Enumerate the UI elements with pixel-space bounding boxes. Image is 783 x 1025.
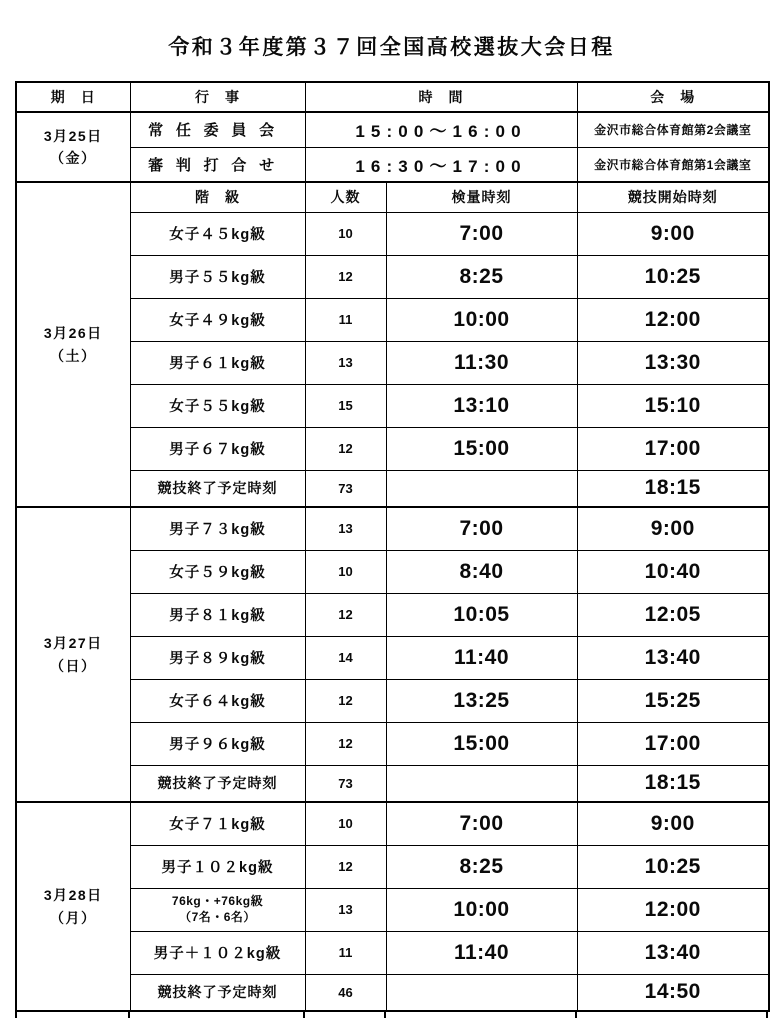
start-time-cell: 9:00 xyxy=(577,802,769,845)
weighin-time-cell: 7:00 xyxy=(386,507,577,550)
date-cell-mar26 xyxy=(16,182,130,507)
header-row xyxy=(16,82,769,112)
start-time-cell: 10:25 xyxy=(577,255,769,298)
date-cell-mar27 xyxy=(16,507,130,802)
weight-class-cell: 男子５５kg級 xyxy=(130,255,305,298)
weekday-text: （土） xyxy=(50,347,97,364)
weight-class-cell: 女子４５kg級 xyxy=(130,212,305,255)
cutoff-line xyxy=(15,1012,17,1018)
weight-class-cell: 男子８１kg級 xyxy=(130,593,305,636)
subheader-row xyxy=(16,182,769,212)
table-row xyxy=(16,802,769,845)
start-time-cell: 12:00 xyxy=(577,298,769,341)
weighin-time-cell: 13:25 xyxy=(386,679,577,722)
start-time-cell: 13:30 xyxy=(577,341,769,384)
count-cell: 13 xyxy=(305,341,386,384)
weight-class-cell: 男子６１kg級 xyxy=(130,341,305,384)
weight-class-cell: 男子６７kg級 xyxy=(130,427,305,470)
start-time-cell: 12:05 xyxy=(577,593,769,636)
start-time-cell: 13:40 xyxy=(577,931,769,974)
event-time-cell: 15:00～16:00 xyxy=(305,112,577,147)
weighin-time-cell: 15:00 xyxy=(386,427,577,470)
date-text: 3月28日 xyxy=(43,887,103,904)
cutoff-line xyxy=(766,1012,768,1018)
count-cell: 12 xyxy=(305,427,386,470)
total-count-cell: 73 xyxy=(305,765,386,802)
count-cell: 14 xyxy=(305,636,386,679)
date-text: 3月25日 xyxy=(43,127,103,144)
weight-class-text: 76kg・+76kg級 xyxy=(171,893,264,908)
weighin-time-cell: 8:25 xyxy=(386,255,577,298)
start-time-cell: 17:00 xyxy=(577,722,769,765)
weighin-time-cell: 13:10 xyxy=(386,384,577,427)
weighin-time-cell: 7:00 xyxy=(386,212,577,255)
total-label-cell: 競技終了予定時刻 xyxy=(130,974,305,1011)
weighin-time-cell: 10:05 xyxy=(386,593,577,636)
cutoff-line xyxy=(575,1012,577,1018)
start-time-cell: 12:00 xyxy=(577,888,769,931)
weight-class-cell: 男子７３kg級 xyxy=(130,507,305,550)
cutoff-line xyxy=(384,1012,386,1018)
empty-cell xyxy=(386,974,577,1011)
count-cell: 10 xyxy=(305,802,386,845)
date-cell-mar25 xyxy=(16,112,130,182)
table-cutoff-stub xyxy=(15,1012,768,1018)
weekday-text: （日） xyxy=(50,657,97,674)
start-time-cell: 9:00 xyxy=(577,507,769,550)
table-row xyxy=(16,507,769,550)
start-time-cell: 10:40 xyxy=(577,550,769,593)
total-label-cell: 競技終了予定時刻 xyxy=(130,470,305,507)
weighin-time-cell: 10:00 xyxy=(386,298,577,341)
start-time-cell: 10:25 xyxy=(577,845,769,888)
count-cell: 10 xyxy=(305,550,386,593)
weighin-time-cell: 10:00 xyxy=(386,888,577,931)
date-text: 3月26日 xyxy=(43,325,103,342)
start-time-cell: 15:25 xyxy=(577,679,769,722)
count-cell: 12 xyxy=(305,255,386,298)
weight-class-cell: 男子＋１０２kg級 xyxy=(130,931,305,974)
empty-cell xyxy=(386,765,577,802)
weight-class-cell: 女子６４kg級 xyxy=(130,679,305,722)
header-venue: 会 場 xyxy=(577,82,769,112)
cutoff-line xyxy=(128,1012,130,1018)
total-count-cell: 73 xyxy=(305,470,386,507)
weighin-time-cell: 8:25 xyxy=(386,845,577,888)
subheader-class: 階 級 xyxy=(130,182,305,212)
total-label-cell: 競技終了予定時刻 xyxy=(130,765,305,802)
count-cell: 12 xyxy=(305,593,386,636)
weight-class-note: （7名・6名） xyxy=(179,909,256,924)
event-venue-cell: 金沢市総合体育館第2会議室 xyxy=(577,112,769,147)
count-cell: 11 xyxy=(305,931,386,974)
weight-class-cell xyxy=(130,888,305,931)
count-cell: 12 xyxy=(305,679,386,722)
end-time-cell: 18:15 xyxy=(577,765,769,802)
weighin-time-cell: 15:00 xyxy=(386,722,577,765)
subheader-weighin: 検量時刻 xyxy=(386,182,577,212)
count-cell: 11 xyxy=(305,298,386,341)
header-event: 行 事 xyxy=(130,82,305,112)
weight-class-cell: 女子５９kg級 xyxy=(130,550,305,593)
start-time-cell: 9:00 xyxy=(577,212,769,255)
start-time-cell: 13:40 xyxy=(577,636,769,679)
weight-class-cell: 女子５５kg級 xyxy=(130,384,305,427)
weighin-time-cell: 11:30 xyxy=(386,341,577,384)
event-venue-cell: 金沢市総合体育館第1会議室 xyxy=(577,147,769,182)
weighin-time-cell: 11:40 xyxy=(386,636,577,679)
count-cell: 13 xyxy=(305,507,386,550)
date-text: 3月27日 xyxy=(43,635,103,652)
cutoff-line xyxy=(303,1012,305,1018)
count-cell: 13 xyxy=(305,888,386,931)
weighin-time-cell: 11:40 xyxy=(386,931,577,974)
weight-class-cell: 男子９６kg級 xyxy=(130,722,305,765)
weekday-text: （月） xyxy=(50,909,97,926)
event-name-cell: 常任委員会 xyxy=(130,112,305,147)
weight-class-cell: 男子８９kg級 xyxy=(130,636,305,679)
total-count-cell: 46 xyxy=(305,974,386,1011)
weight-class-cell: 女子７１kg級 xyxy=(130,802,305,845)
schedule-table xyxy=(15,81,770,1012)
page-title: 令和３年度第３７回全国高校選抜大会日程 xyxy=(168,36,615,59)
event-name-cell: 審判打合せ xyxy=(130,147,305,182)
start-time-cell: 15:10 xyxy=(577,384,769,427)
weekday-text: （金） xyxy=(50,150,97,166)
header-time: 時 間 xyxy=(305,82,577,112)
count-cell: 12 xyxy=(305,722,386,765)
count-cell: 12 xyxy=(305,845,386,888)
weight-class-cell: 女子４９kg級 xyxy=(130,298,305,341)
weighin-time-cell: 8:40 xyxy=(386,550,577,593)
subheader-count: 人数 xyxy=(305,182,386,212)
empty-cell xyxy=(386,470,577,507)
date-cell-mar28 xyxy=(16,802,130,1011)
event-time-cell: 16:30～17:00 xyxy=(305,147,577,182)
subheader-start: 競技開始時刻 xyxy=(577,182,769,212)
count-cell: 10 xyxy=(305,212,386,255)
end-time-cell: 18:15 xyxy=(577,470,769,507)
count-cell: 15 xyxy=(305,384,386,427)
end-time-cell: 14:50 xyxy=(577,974,769,1011)
weighin-time-cell: 7:00 xyxy=(386,802,577,845)
start-time-cell: 17:00 xyxy=(577,427,769,470)
weight-class-cell: 男子１０２kg級 xyxy=(130,845,305,888)
header-date: 期 日 xyxy=(16,82,130,112)
table-row xyxy=(16,112,769,147)
